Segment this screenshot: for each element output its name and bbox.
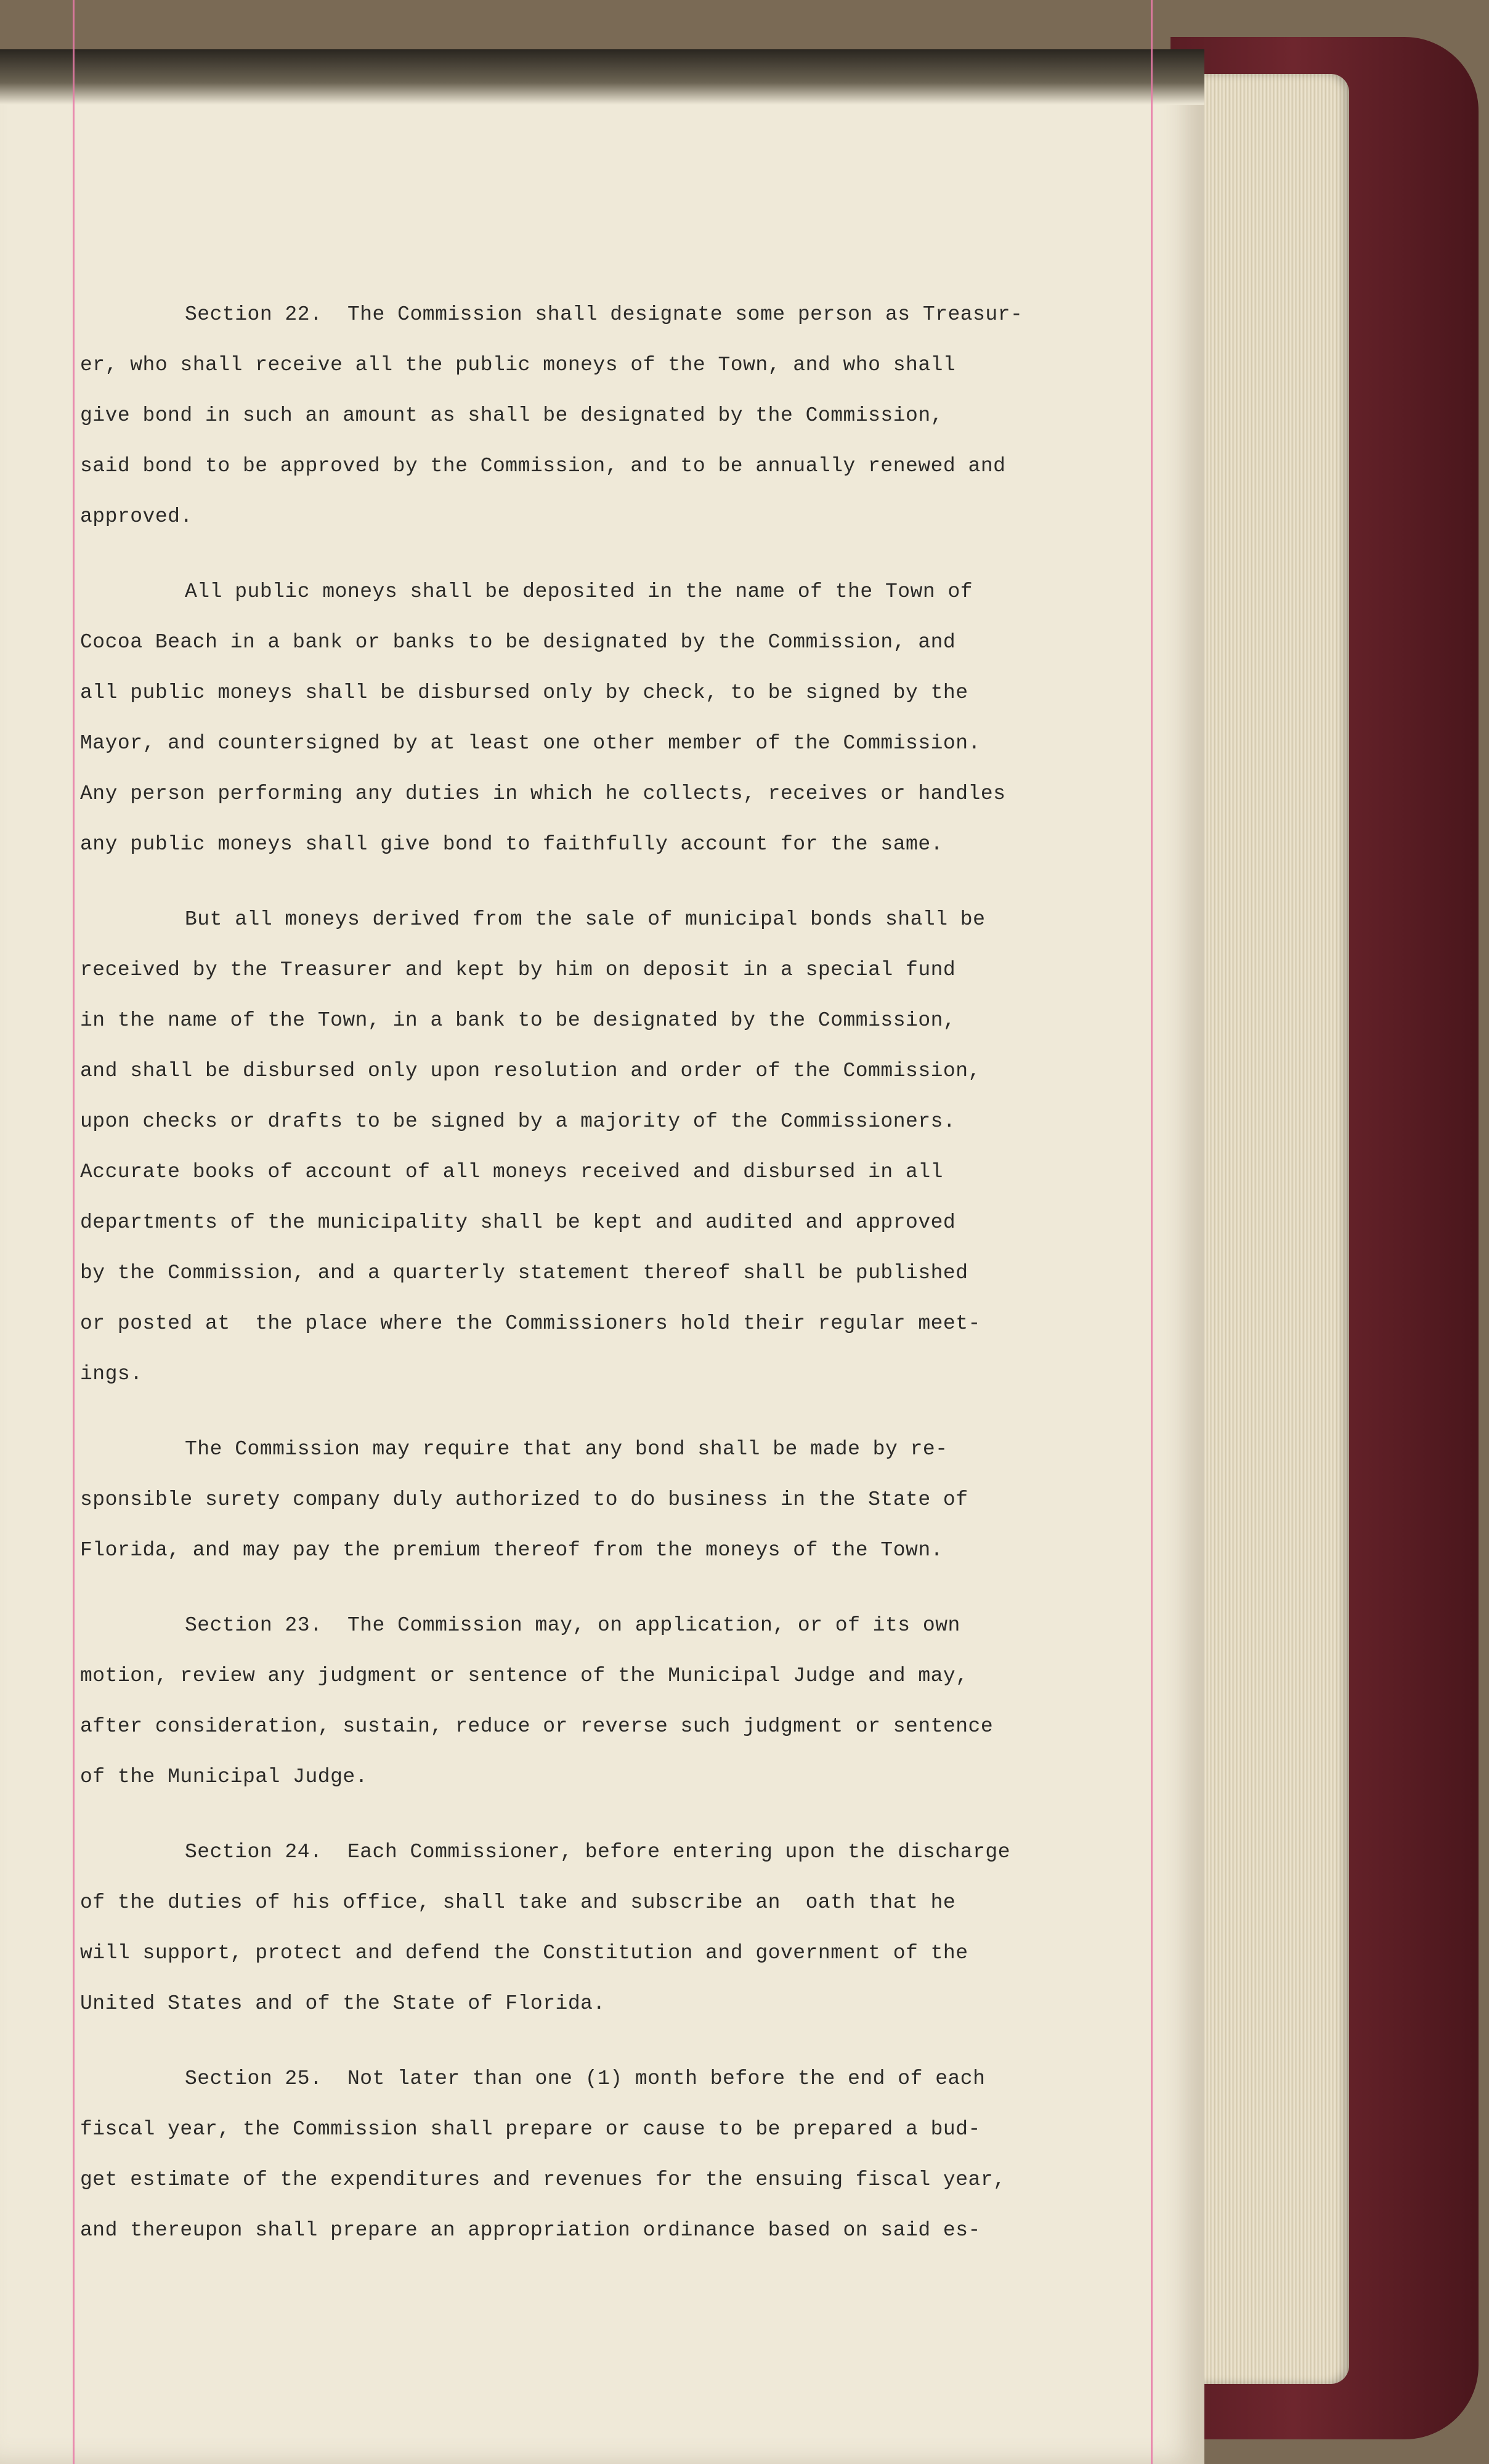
paragraph-surety-bond xyxy=(80,1424,1183,1576)
text-line: give bond in such an amount as shall be designated by the Commission, xyxy=(80,404,943,427)
paragraph-section-24 xyxy=(80,1827,1183,2029)
text-line: motion, review any judgment or sentence of the Municipal Judge and may, xyxy=(80,1664,968,1687)
page-gutter-shadow xyxy=(0,49,1204,105)
text-line: upon checks or drafts to be signed by a majority of the Commissioners. xyxy=(80,1110,956,1133)
text-line: all public moneys shall be disbursed only by check, to be signed by the xyxy=(80,681,968,704)
text-line: fiscal year, the Commission shall prepare or cause to be prepared a bud- xyxy=(80,2118,981,2141)
text-line: Section 22. The Commission shall designate some person as Treasur- xyxy=(185,303,1023,326)
paragraph-public-moneys xyxy=(80,567,1183,870)
text-line: by the Commission, and a quarterly statement thereof shall be published xyxy=(80,1262,968,1284)
text-line: Mayor, and countersigned by at least one other member of the Commission. xyxy=(80,732,981,755)
text-line: approved. xyxy=(80,505,193,528)
text-line: said bond to be approved by the Commission, and to be annually renewed and xyxy=(80,455,1006,477)
text-line: of the Municipal Judge. xyxy=(80,1765,368,1788)
paragraph-municipal-bonds xyxy=(80,894,1183,1400)
text-line: Cocoa Beach in a bank or banks to be designated by the Commission, and xyxy=(80,631,956,654)
text-line: sponsible surety company duly authorized to do business in the State of xyxy=(80,1488,968,1511)
text-line: and thereupon shall prepare an appropriation ordinance based on said es- xyxy=(80,2219,981,2242)
text-line: Any person performing any duties in which he collects, receives or handles xyxy=(80,782,1006,805)
paragraph-section-23 xyxy=(80,1600,1183,1802)
text-line: Accurate books of account of all moneys received and disbursed in all xyxy=(80,1161,943,1183)
text-line: United States and of the State of Florida. xyxy=(80,1992,606,2015)
text-line: Section 24. Each Commissioner, before entering upon the discharge xyxy=(185,1841,1011,1863)
text-line: Section 25. Not later than one (1) month before the end of each xyxy=(185,2067,986,2090)
text-line: All public moneys shall be deposited in the name of the Town of xyxy=(185,580,973,603)
text-line: Section 23. The Commission may, on application, or of its own xyxy=(185,1614,960,1637)
paragraph-section-22 xyxy=(80,290,1183,542)
text-line: er, who shall receive all the public moneys of the Town, and who shall xyxy=(80,354,956,376)
left-margin-rule xyxy=(73,0,75,2464)
page-edges xyxy=(1189,74,1349,2384)
text-line: after consideration, sustain, reduce or reverse such judgment or sentence xyxy=(80,1715,994,1738)
text-line: of the duties of his office, shall take and subscribe an oath that he xyxy=(80,1891,956,1914)
text-line: The Commission may require that any bond shall be made by re- xyxy=(185,1438,948,1461)
text-line: But all moneys derived from the sale of municipal bonds shall be xyxy=(185,908,986,931)
text-line: departments of the municipality shall be kept and audited and approved xyxy=(80,1211,956,1234)
text-line: received by the Treasurer and kept by him on deposit in a special fund xyxy=(80,958,956,981)
typed-text xyxy=(80,290,1183,2280)
paragraph-section-25 xyxy=(80,2054,1183,2256)
text-line: ings. xyxy=(80,1363,143,1385)
text-line: Florida, and may pay the premium thereof from the moneys of the Town. xyxy=(80,1539,943,1562)
text-line: any public moneys shall give bond to faithfully account for the same. xyxy=(80,833,943,856)
text-line: or posted at the place where the Commissioners hold their regular meet- xyxy=(80,1312,981,1335)
text-line: get estimate of the expenditures and revenues for the ensuing fiscal year, xyxy=(80,2168,1006,2191)
text-line: in the name of the Town, in a bank to be designated by the Commission, xyxy=(80,1009,956,1032)
text-line: will support, protect and defend the Constitution and government of the xyxy=(80,1942,968,1964)
text-line: and shall be disbursed only upon resolution and order of the Commission, xyxy=(80,1060,981,1082)
